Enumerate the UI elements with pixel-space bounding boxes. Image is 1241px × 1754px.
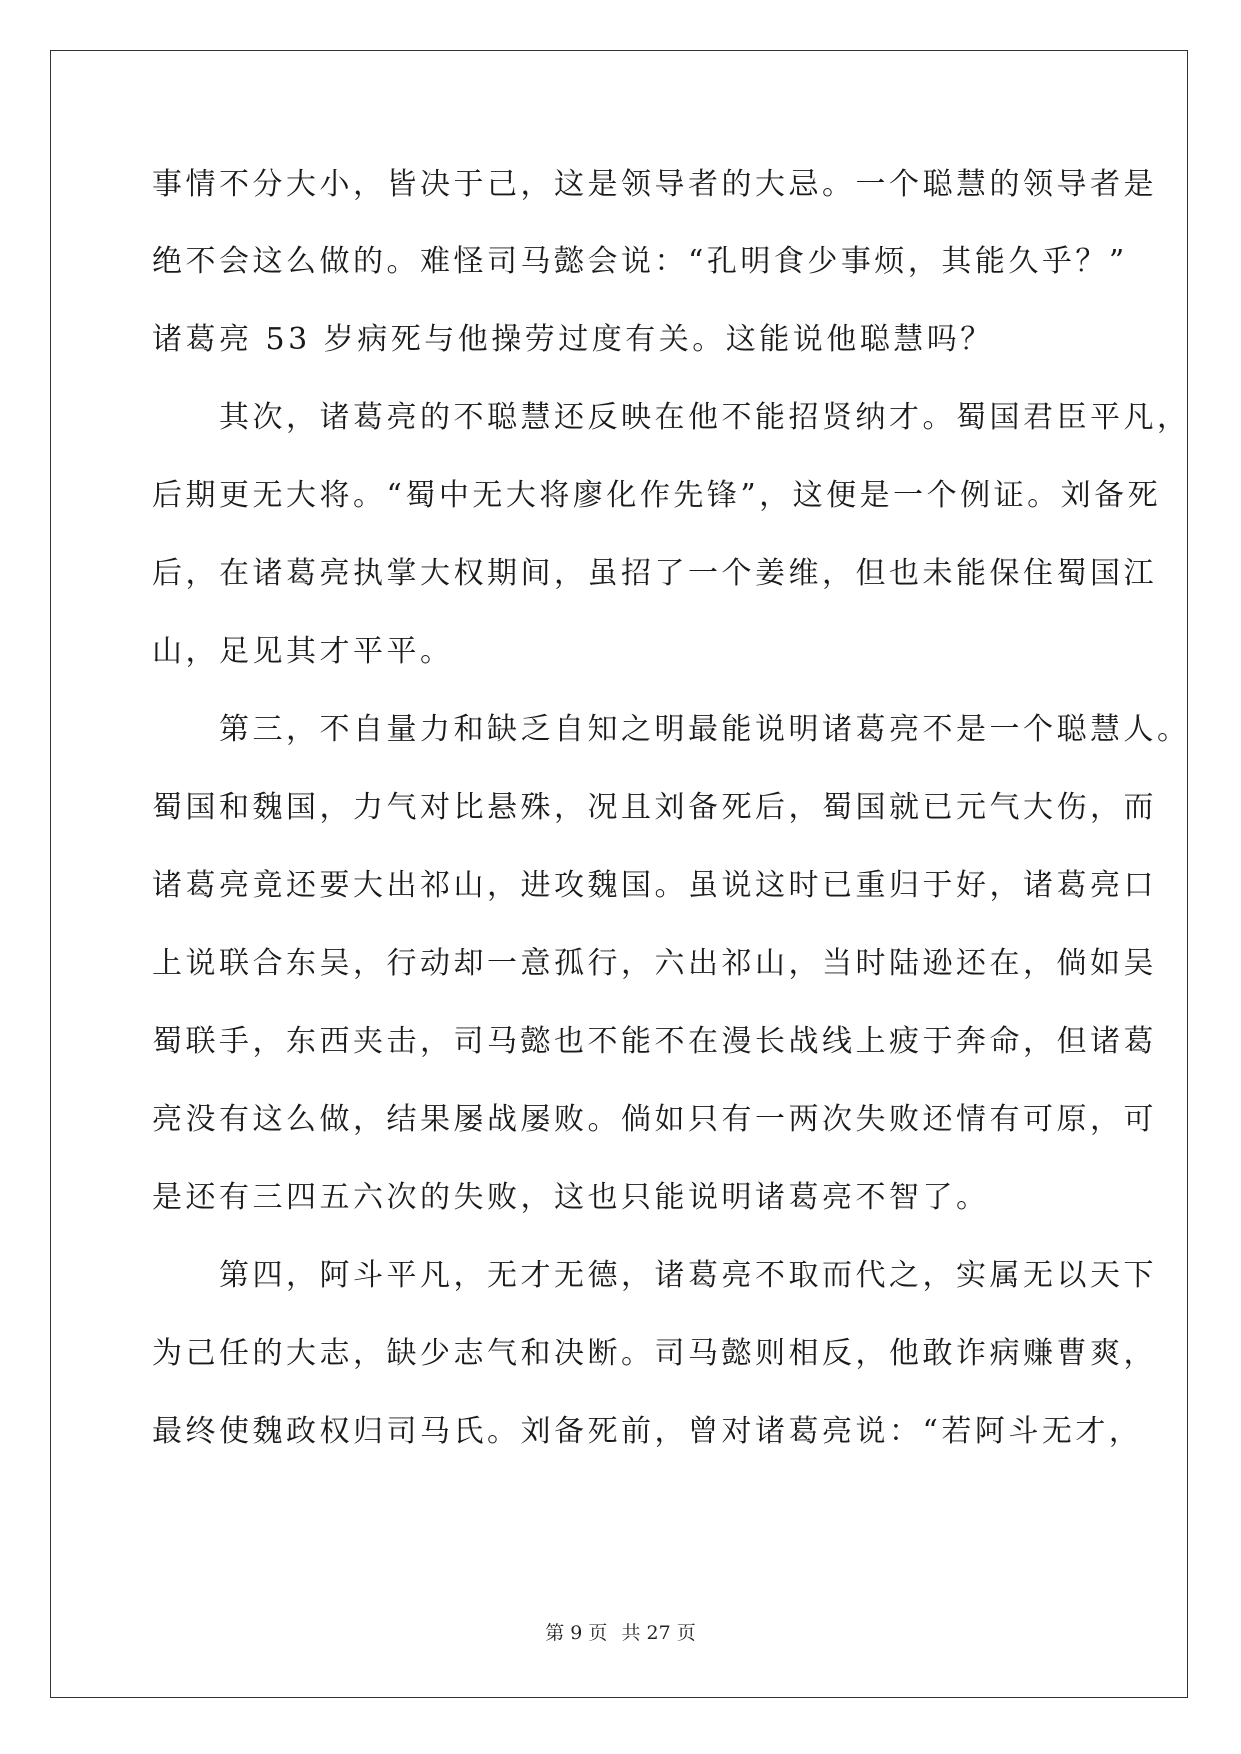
text-line: 第四，阿斗平凡，无才无德，诸葛亮不取而代之，实属无以天下 bbox=[152, 1258, 1157, 1293]
page-total: 共 27 页 bbox=[621, 1622, 696, 1644]
text-line: 上说联合东吴，行动却一意孤行，六出祁山，当时陆逊还在，倘如吴 bbox=[152, 946, 1157, 981]
text-line: 诸葛亮竟还要大出祁山，进攻魏国。虽说这时已重归于好，诸葛亮口 bbox=[152, 868, 1157, 903]
text-line: 是还有三四五六次的失败，这也只能说明诸葛亮不智了。 bbox=[152, 1180, 990, 1215]
text-line: 亮没有这么做，结果屡战屡败。倘如只有一两次失败还情有可原，可 bbox=[152, 1102, 1157, 1137]
text-line: 最终使魏政权归司马氏。刘备死前，曾对诸葛亮说：“若阿斗无才， bbox=[152, 1414, 1143, 1449]
page-number: 第 9 页 bbox=[545, 1622, 608, 1644]
text-line: 为己任的大志，缺少志气和决断。司马懿则相反，他敢诈病赚曹爽， bbox=[152, 1336, 1157, 1371]
text-line: 绝不会这么做的。难怪司马懿会说：“孔明食少事烦，其能久乎？” bbox=[152, 244, 1128, 279]
text-line: 山，足见其才平平。 bbox=[152, 634, 454, 669]
text-line: 蜀联手，东西夹击，司马懿也不能不在漫长战线上疲于奔命，但诸葛 bbox=[152, 1024, 1157, 1059]
text-line: 诸葛亮 53 岁病死与他操劳过度有关。这能说他聪慧吗？ bbox=[152, 322, 994, 357]
text-line: 蜀国和魏国，力气对比悬殊，况且刘备死后，蜀国就已元气大伤，而 bbox=[152, 790, 1157, 825]
text-line: 事情不分大小，皆决于己，这是领导者的大忌。一个聪慧的领导者是 bbox=[152, 167, 1157, 202]
text-line: 第三，不自量力和缺乏自知之明最能说明诸葛亮不是一个聪慧人。 bbox=[152, 712, 1191, 747]
text-line: 其次，诸葛亮的不聪慧还反映在他不能招贤纳才。蜀国君臣平凡， bbox=[152, 400, 1191, 435]
text-line: 后，在诸葛亮执掌大权期间，虽招了一个姜维，但也未能保住蜀国江 bbox=[152, 556, 1157, 591]
page-footer bbox=[0, 1618, 1241, 1645]
text-line: 后期更无大将。“蜀中无大将廖化作先锋”，这便是一个例证。刘备死 bbox=[152, 478, 1162, 513]
